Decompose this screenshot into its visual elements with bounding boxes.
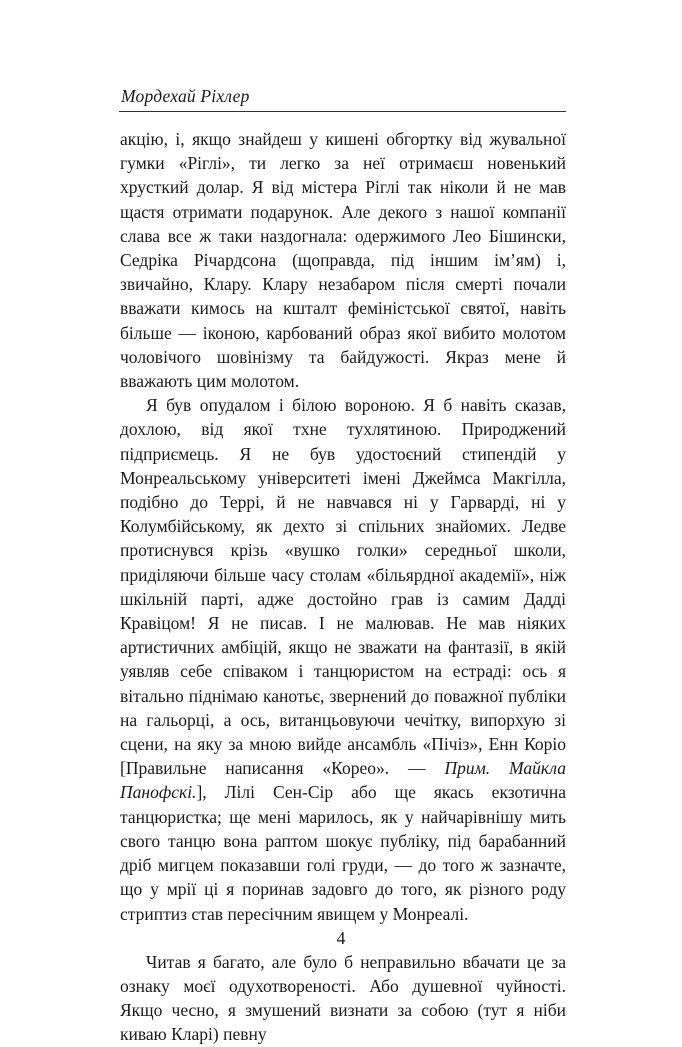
body-text — [120, 127, 566, 1047]
paragraph: Читав я багато, але було б неправильно вбачати це за ознаку моєї одухотвореності. Або душевної чуйності. Якщо чесно, я змушений визнати за собою (тут я ніби киваю Кларі) певну — [120, 951, 566, 1045]
paragraph — [120, 393, 566, 925]
paragraph-text-continued: ], Лілі Сен-Сір або ще якась екзотична танцюристка; ще мені марилось, як у найчарівнішу мить свого танцю вона раптом шокує публіку, під барабанний дріб мигцем показавши голі груди, — до того ж зазначте, що у мрії ці я поринав задовго до того, як різного роду стриптиз став пересічним явищем у Монреалі. — [120, 782, 566, 924]
paragraph-continued: акцію, і, якщо знайдеш у кишені обгортку від жувальної гумки «Рiглi», ти легко за неї отримаєш новенький хрусткий долар. Я від містера Рiглi так ніколи й не мав щастя отримати подарунок. Але декого з нашої компанії слава все ж таки наздогнала: одержимого Лео Бішински, Седріка Річардсона (щоправда, під іншим ім’ям) і, звичайно, Клару. Клару незабаром після смерті почали вважати кимось на кшталт феміністської святої, навіть більше — іконою, карбований образ якої вибито молотом чоловічого шовінізму та байдужості. Якраз мене й вважають цим молотом. — [120, 129, 566, 392]
editor-note: Прим. Майкла Панофскі. — [120, 758, 566, 803]
paragraph-text: Я був опудалом і білою вороною. Я б навіть сказав, дохлою, від якої тхне тухлятиною. Природжений підприємець. Я не був удостоєний стипендій у Монреальському університеті імені Джеймса Макгілла, подібно до Террі, й не навчався ні у Гарварді, ні у Колумбійському, як дехто зі спільних знайомих. Ледве протиснувся крізь «вушко голки» середньої школи, приділяючи більше часу столам «більярдної академії», ніж шкільній парті, адже достойно грав із самим Дадді Кравіцом! Я не писав. І не малював. Не мав ніяких артистичних амбіцій, якщо не зважати на фантазії, в якій уявляв себе співаком і танцюристом на естраді: ось я вітально піднімаю канотьє, звернений до поважної публіки на гальорці, а ось, витанцьовуючи чечітку, випорхую зі сцени, на яку за мною вийде ансамбль «Пічіз», Енн Коріо [Правильне написання «Кореo». — — [120, 395, 566, 779]
page-number: 4 — [336, 928, 346, 948]
running-header: Мордехай Ріхлер — [121, 86, 250, 106]
header-divider — [119, 111, 566, 112]
